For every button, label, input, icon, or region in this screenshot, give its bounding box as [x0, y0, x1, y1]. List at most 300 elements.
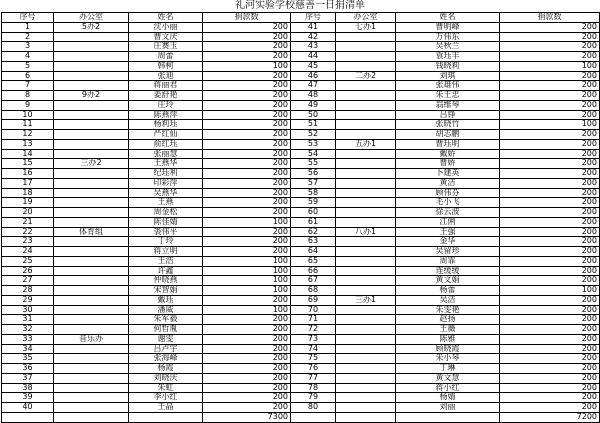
serial-cell: 30 — [2, 305, 54, 315]
table-row — [2, 178, 600, 188]
amount-cell: 200 — [500, 256, 600, 266]
serial-cell: 76 — [291, 364, 336, 374]
serial-cell: 1 — [2, 22, 54, 32]
table-row — [2, 91, 600, 101]
serial-cell: 16 — [2, 169, 54, 179]
serial-cell: 54 — [291, 149, 336, 159]
name-cell: 曹娇 — [396, 159, 500, 169]
office-cell — [54, 217, 129, 227]
name-cell: 庄赛玉 — [129, 42, 203, 52]
amount-cell: 200 — [500, 276, 600, 286]
table-row — [2, 344, 600, 354]
office-cell — [54, 256, 129, 266]
office-cell — [336, 403, 396, 413]
serial-cell: 26 — [2, 266, 54, 276]
name-cell: 徐云波 — [396, 208, 500, 218]
name-cell: 仲晓燕 — [129, 276, 203, 286]
serial-cell: 32 — [2, 325, 54, 335]
amount-cell: 200 — [203, 139, 291, 149]
amount-cell: 200 — [500, 159, 600, 169]
serial-cell: 77 — [291, 373, 336, 383]
amount-cell: 100 — [203, 256, 291, 266]
office-cell — [336, 100, 396, 110]
name-cell: 沈小丽 — [129, 22, 203, 32]
serial-cell: 44 — [291, 52, 336, 62]
serial-cell: 6 — [2, 71, 54, 81]
amount-cell: 100 — [203, 276, 291, 286]
office-cell — [336, 217, 396, 227]
name-cell: 袁珏丰 — [396, 52, 500, 62]
name-cell: 朱小琴 — [396, 354, 500, 364]
table-row — [2, 286, 600, 296]
name-cell: 许鑫 — [129, 266, 203, 276]
serial-cell: 48 — [291, 91, 336, 101]
office-cell — [336, 364, 396, 374]
office-cell — [336, 334, 396, 344]
serial-cell: 79 — [291, 393, 336, 403]
office-cell — [336, 52, 396, 62]
amount-cell: 200 — [203, 295, 291, 305]
amount-cell: 200 — [500, 305, 600, 315]
table-row — [2, 208, 600, 218]
header-cell: 捐款数 — [203, 13, 291, 23]
office-cell — [336, 393, 396, 403]
serial-cell: 12 — [2, 130, 54, 140]
table-row — [2, 159, 600, 169]
amount-cell: 100 — [203, 305, 291, 315]
office-cell — [336, 81, 396, 91]
header-cell: 姓名 — [129, 13, 203, 23]
amount-cell: 200 — [500, 334, 600, 344]
table-row — [2, 52, 600, 62]
table-row — [2, 110, 600, 120]
name-cell: 王薇 — [396, 325, 500, 335]
serial-cell: 22 — [2, 227, 54, 237]
amount-cell: 200 — [203, 403, 291, 413]
serial-cell: 20 — [2, 208, 54, 218]
serial-cell: 55 — [291, 159, 336, 169]
office-cell — [54, 354, 129, 364]
office-cell — [54, 276, 129, 286]
amount-cell: 200 — [500, 227, 600, 237]
amount-cell: 200 — [203, 344, 291, 354]
name-cell: 黄文娟 — [396, 276, 500, 286]
header-cell: 办公室 — [336, 13, 396, 23]
amount-cell: 200 — [500, 178, 600, 188]
office-cell — [54, 364, 129, 374]
name-cell: 吴留珍 — [396, 247, 500, 257]
name-cell: 陈雅 — [396, 334, 500, 344]
office-cell — [54, 286, 129, 296]
office-cell — [54, 32, 129, 42]
name-cell: 何哲胤 — [129, 325, 203, 335]
amount-cell: 200 — [500, 32, 600, 42]
amount-cell: 200 — [203, 325, 291, 335]
amount-cell: 200 — [203, 373, 291, 383]
serial-cell: 19 — [2, 198, 54, 208]
name-cell: 顾伟芬 — [396, 188, 500, 198]
amount-cell: 200 — [500, 403, 600, 413]
name-cell: 黄洁 — [396, 178, 500, 188]
amount-cell: 200 — [500, 81, 600, 91]
amount-cell: 200 — [203, 100, 291, 110]
office-cell — [336, 178, 396, 188]
office-cell — [54, 169, 129, 179]
name-cell: 吴洁 — [396, 295, 500, 305]
name-cell: 顾晓霞 — [396, 344, 500, 354]
amount-cell: 200 — [203, 149, 291, 159]
office-cell — [54, 237, 129, 247]
name-cell: 杨霞 — [129, 364, 203, 374]
name-cell: 胡志鹏 — [396, 130, 500, 140]
name-cell: 刘晓庆 — [129, 373, 203, 383]
name-cell: 江俐 — [396, 217, 500, 227]
totals-row — [2, 412, 600, 422]
serial-cell: 7 — [2, 81, 54, 91]
name-cell: 王燕 — [129, 198, 203, 208]
name-cell: 韩柯 — [129, 61, 203, 71]
serial-cell: 4 — [2, 52, 54, 62]
amount-cell: 200 — [203, 208, 291, 218]
donation-table — [1, 12, 600, 423]
amount-cell: 200 — [500, 71, 600, 81]
empty-cell — [129, 412, 203, 422]
header-cell: 姓名 — [396, 13, 500, 23]
serial-cell: 42 — [291, 32, 336, 42]
amount-cell: 200 — [500, 266, 600, 276]
amount-cell: 200 — [203, 354, 291, 364]
office-cell — [54, 266, 129, 276]
table-row — [2, 256, 600, 266]
empty-cell — [2, 412, 54, 422]
amount-cell: 200 — [203, 334, 291, 344]
serial-cell: 72 — [291, 325, 336, 335]
serial-cell: 23 — [2, 237, 54, 247]
office-cell — [336, 130, 396, 140]
office-cell — [336, 208, 396, 218]
name-cell: 曹文庆 — [129, 32, 203, 42]
name-cell: 潘威 — [129, 305, 203, 315]
serial-cell: 47 — [291, 81, 336, 91]
amount-cell: 200 — [203, 120, 291, 130]
name-cell: 俞红珏 — [129, 139, 203, 149]
serial-cell: 52 — [291, 130, 336, 140]
serial-cell: 58 — [291, 188, 336, 198]
office-cell — [336, 344, 396, 354]
serial-cell: 43 — [291, 42, 336, 52]
name-cell: 宋智娟 — [129, 286, 203, 296]
serial-cell: 33 — [2, 334, 54, 344]
left-total: 7300 — [203, 412, 291, 422]
serial-cell: 74 — [291, 344, 336, 354]
amount-cell: 200 — [500, 315, 600, 325]
serial-cell: 31 — [2, 315, 54, 325]
name-cell: 翁维琴 — [396, 100, 500, 110]
amount-cell: 200 — [500, 344, 600, 354]
serial-cell: 73 — [291, 334, 336, 344]
serial-cell: 3 — [2, 42, 54, 52]
amount-cell: 100 — [203, 286, 291, 296]
serial-cell: 65 — [291, 256, 336, 266]
table-row — [2, 305, 600, 315]
serial-cell: 39 — [2, 393, 54, 403]
office-cell — [336, 276, 396, 286]
serial-cell: 38 — [2, 383, 54, 393]
office-cell: 二办2 — [336, 71, 396, 81]
office-cell — [54, 344, 129, 354]
amount-cell: 200 — [203, 169, 291, 179]
serial-cell: 78 — [291, 383, 336, 393]
amount-cell: 200 — [500, 383, 600, 393]
header-cell: 序号 — [2, 13, 54, 23]
table-row — [2, 237, 600, 247]
name-cell: 钱晓莉 — [396, 61, 500, 71]
office-cell — [336, 169, 396, 179]
table-row — [2, 61, 600, 71]
name-cell: 张雄伟 — [396, 81, 500, 91]
office-cell: 体育组 — [54, 227, 129, 237]
name-cell: 王强 — [396, 227, 500, 237]
empty-cell — [396, 412, 500, 422]
office-cell — [54, 208, 129, 218]
name-cell: 吕铮 — [396, 110, 500, 120]
office-cell — [54, 139, 129, 149]
name-cell: 丁琳 — [396, 364, 500, 374]
name-cell: 赵扬 — [396, 315, 500, 325]
amount-cell: 200 — [500, 325, 600, 335]
amount-cell: 200 — [500, 169, 600, 179]
serial-cell: 61 — [291, 217, 336, 227]
serial-cell: 24 — [2, 247, 54, 257]
amount-cell: 200 — [500, 373, 600, 383]
name-cell: 庄玲 — [129, 100, 203, 110]
amount-cell: 200 — [203, 42, 291, 52]
name-cell: 谢雯 — [129, 334, 203, 344]
amount-cell: 200 — [500, 364, 600, 374]
amount-cell: 200 — [203, 247, 291, 257]
name-cell: 金华 — [396, 237, 500, 247]
table-row — [2, 383, 600, 393]
amount-cell: 200 — [500, 295, 600, 305]
office-cell — [336, 237, 396, 247]
amount-cell: 200 — [500, 217, 600, 227]
amount-cell: 100 — [500, 120, 600, 130]
amount-cell: 100 — [203, 266, 291, 276]
amount-cell: 200 — [203, 130, 291, 140]
office-cell — [54, 52, 129, 62]
name-cell: 刘丽 — [396, 403, 500, 413]
name-cell: 卜建英 — [396, 169, 500, 179]
office-cell — [336, 188, 396, 198]
amount-cell: 200 — [203, 110, 291, 120]
name-cell: 丁玲 — [129, 237, 203, 247]
name-cell: 曹珏明 — [396, 139, 500, 149]
office-cell — [336, 305, 396, 315]
office-cell: 八办1 — [336, 227, 396, 237]
office-cell — [54, 315, 129, 325]
table-row — [2, 42, 600, 52]
office-cell — [54, 247, 129, 257]
name-cell: 吴燕华 — [129, 188, 203, 198]
serial-cell: 28 — [2, 286, 54, 296]
office-cell — [336, 120, 396, 130]
name-cell: 杨莉珏 — [129, 120, 203, 130]
office-cell: 五办1 — [336, 139, 396, 149]
office-cell — [54, 325, 129, 335]
serial-cell: 49 — [291, 100, 336, 110]
amount-cell: 200 — [203, 315, 291, 325]
amount-cell: 200 — [203, 198, 291, 208]
serial-cell: 14 — [2, 149, 54, 159]
amount-cell: 200 — [203, 71, 291, 81]
office-cell: 三办2 — [54, 159, 129, 169]
serial-cell: 5 — [2, 61, 54, 71]
serial-cell: 9 — [2, 100, 54, 110]
name-cell: 毛小飞 — [396, 198, 500, 208]
name-cell: 蒋立明 — [129, 247, 203, 257]
office-cell: 三办1 — [336, 295, 396, 305]
serial-cell: 34 — [2, 344, 54, 354]
document-title: 礼河实验学校慈善一日捐清单 — [235, 0, 365, 11]
table-row — [2, 354, 600, 364]
table-row — [2, 247, 600, 257]
serial-cell: 2 — [2, 32, 54, 42]
amount-cell: 200 — [500, 208, 600, 218]
name-cell: 杨婧 — [396, 393, 500, 403]
amount-cell: 200 — [500, 42, 600, 52]
table-row — [2, 169, 600, 179]
name-cell: 严红仙 — [129, 130, 203, 140]
office-cell — [336, 61, 396, 71]
name-cell: 朱军毅 — [129, 315, 203, 325]
office-cell — [336, 110, 396, 120]
name-cell: 陈燕萍 — [129, 110, 203, 120]
amount-cell: 200 — [203, 159, 291, 169]
amount-cell: 200 — [500, 354, 600, 364]
name-cell: 张丽慧 — [129, 149, 203, 159]
right-total: 7200 — [500, 412, 600, 422]
amount-cell: 200 — [500, 22, 600, 32]
serial-cell: 80 — [291, 403, 336, 413]
name-cell: 蒋小红 — [396, 383, 500, 393]
amount-cell: 200 — [203, 22, 291, 32]
serial-cell: 60 — [291, 208, 336, 218]
name-cell: 周金松 — [129, 208, 203, 218]
office-cell — [336, 91, 396, 101]
office-cell — [336, 325, 396, 335]
serial-cell: 69 — [291, 295, 336, 305]
office-cell — [54, 178, 129, 188]
table-body — [2, 22, 600, 422]
amount-cell: 200 — [203, 52, 291, 62]
office-cell — [54, 403, 129, 413]
office-cell: 音乐办 — [54, 334, 129, 344]
office-cell — [336, 354, 396, 364]
amount-cell: 200 — [203, 383, 291, 393]
office-cell — [336, 373, 396, 383]
name-cell: 杨蕾 — [396, 286, 500, 296]
amount-cell: 100 — [500, 61, 600, 71]
name-cell: 吕卢宇 — [129, 344, 203, 354]
name-cell: 王晶 — [129, 403, 203, 413]
table-row — [2, 100, 600, 110]
office-cell — [54, 71, 129, 81]
amount-cell: 200 — [203, 188, 291, 198]
serial-cell: 70 — [291, 305, 336, 315]
serial-cell: 41 — [291, 22, 336, 32]
table-row — [2, 227, 600, 237]
office-cell — [54, 198, 129, 208]
name-cell: 刘琪 — [396, 71, 500, 81]
name-cell: 周霏 — [396, 256, 500, 266]
name-cell: 黄文慧 — [396, 373, 500, 383]
office-cell — [336, 149, 396, 159]
amount-cell: 200 — [203, 393, 291, 403]
serial-cell: 36 — [2, 364, 54, 374]
table-row — [2, 22, 600, 32]
serial-cell: 53 — [291, 139, 336, 149]
serial-cell: 17 — [2, 178, 54, 188]
office-cell — [54, 42, 129, 52]
amount-cell: 200 — [203, 237, 291, 247]
office-cell — [336, 286, 396, 296]
serial-cell: 51 — [291, 120, 336, 130]
office-cell: 5办2 — [54, 22, 129, 32]
header-cell: 序号 — [291, 13, 336, 23]
table-row — [2, 266, 600, 276]
serial-cell: 75 — [291, 354, 336, 364]
office-cell — [54, 61, 129, 71]
name-cell: 戴娇 — [396, 149, 500, 159]
amount-cell: 200 — [500, 198, 600, 208]
serial-cell: 13 — [2, 139, 54, 149]
table-row — [2, 373, 600, 383]
serial-cell: 56 — [291, 169, 336, 179]
amount-cell: 200 — [500, 52, 600, 62]
amount-cell: 200 — [500, 188, 600, 198]
table-row — [2, 32, 600, 42]
office-cell: 七办1 — [336, 22, 396, 32]
office-cell — [336, 256, 396, 266]
office-cell — [336, 159, 396, 169]
name-cell: 吴秋兰 — [396, 42, 500, 52]
amount-cell: 200 — [203, 227, 291, 237]
name-cell: 姜舒艳 — [129, 91, 203, 101]
office-cell — [54, 393, 129, 403]
name-cell: 王燕华 — [129, 159, 203, 169]
name-cell: 裘伟平 — [129, 227, 203, 237]
table-row — [2, 198, 600, 208]
name-cell: 戴珏 — [129, 295, 203, 305]
amount-cell: 200 — [500, 149, 600, 159]
serial-cell: 46 — [291, 71, 336, 81]
serial-cell: 45 — [291, 61, 336, 71]
name-cell: 陈佳婧 — [129, 217, 203, 227]
amount-cell: 200 — [203, 91, 291, 101]
serial-cell: 63 — [291, 237, 336, 247]
serial-cell: 40 — [2, 403, 54, 413]
serial-cell: 27 — [2, 276, 54, 286]
amount-cell: 200 — [203, 32, 291, 42]
serial-cell: 8 — [2, 91, 54, 101]
serial-cell: 67 — [291, 276, 336, 286]
amount-cell: 200 — [500, 91, 600, 101]
office-cell — [336, 247, 396, 257]
serial-cell: 10 — [2, 110, 54, 120]
name-cell: 曹明峰 — [396, 22, 500, 32]
table-row — [2, 71, 600, 81]
office-cell — [54, 373, 129, 383]
